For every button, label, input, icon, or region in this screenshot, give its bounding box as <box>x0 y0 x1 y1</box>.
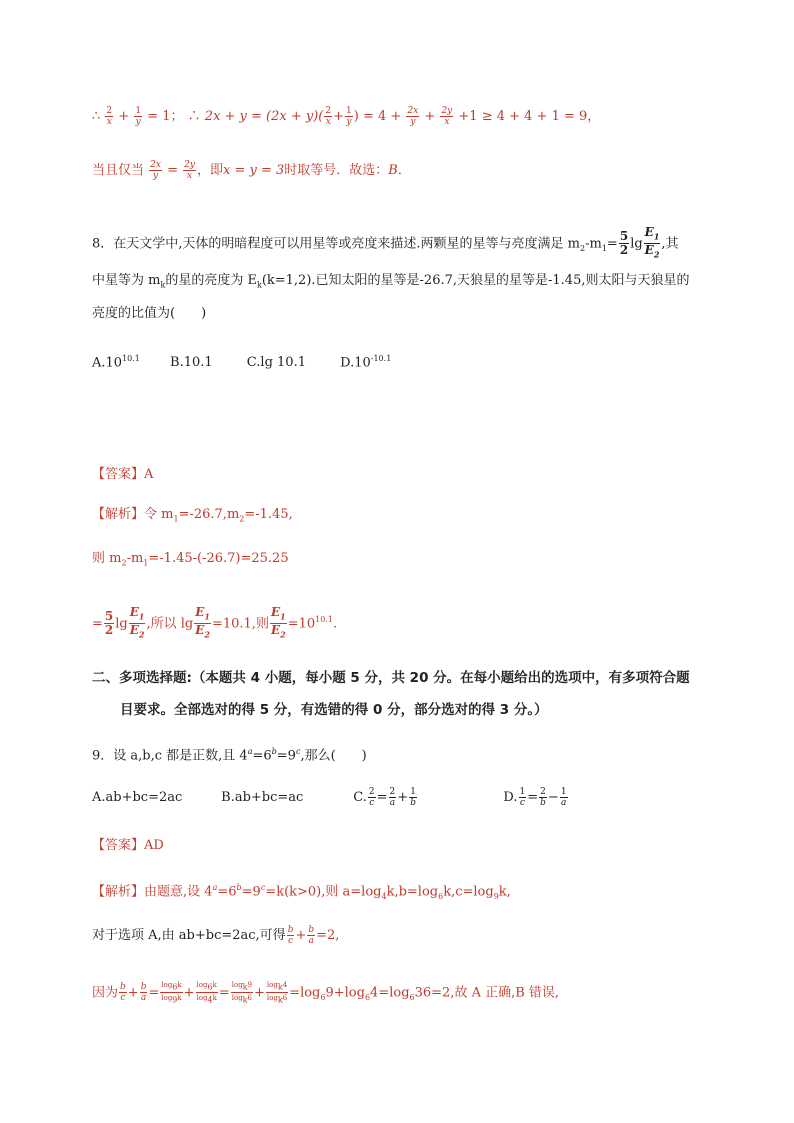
q8-stem-line-2: 中星等为 $m_k$的星的亮度为 $E_k(k=1,2)$.已知太阳的星等是-26.7,天狼星的星等是-1.45,则太阳与天狼星的 <box>92 273 690 290</box>
q8-options <box>92 349 391 373</box>
q8-stem-line-1: 8．在天文学中,天体的明暗程度可以用星等或亮度来描述.两颗星的星等与亮度满足 $m_2-m_1=$ $\frac{5}{2}$ lg $\frac{E_1}{E_2}$ ,其 <box>92 225 679 260</box>
fraction-1-over-y: $\frac{1}{y}$ <box>135 106 142 127</box>
q9-stem: 9．设 a,b,c 都是正数,且 $4^a=6^b=9^c$,那么( ) <box>92 747 367 764</box>
solution-line-1: ∴ $\frac{2}{x}$ + $\frac{1}{y}$ = 1； ∴ 2x + y = (2x + y)( $\frac{2}{x}$ + $\frac{1}{y}$ ) = 4 + $\frac{2x}{y}$ + $\frac{2y}{x}$ +1 ≥ 4 + 4 + 1 = 9， <box>92 106 601 127</box>
q8-option-a: $A.10^{10.1}$ <box>92 354 140 371</box>
q9-option-b: B.ab+bc=ac <box>221 790 304 805</box>
q8-analysis-line-3: = $\frac{5}{2}$ lg $\frac{E_1}{E_2}$ ,所以 lg $\frac{E_1}{E_2}$ =10.1,则 $\frac{E_1}{E_2}$ $=10^{10.1}$. <box>92 605 338 640</box>
q9-analysis-line-1: 【解析】由题意,设 $4^a=6^b=9^c=k(k>0)$,则 $a=\log_4k,b=\log_6k,c=\log_9k$, <box>92 883 511 901</box>
q8-stem-line-3: 亮度的比值为( ) <box>92 306 207 321</box>
fraction-2-over-x: $\frac{2}{x}$ <box>106 106 113 127</box>
q8-option-d: $D.10^{-10.1}$ <box>340 354 392 371</box>
solution-line-2: 当且仅当 $\frac{2x}{y}$ = $\frac{2y}{x}$ ，即x = y = 3时取等号．故选：B． <box>92 160 411 181</box>
q8-option-b: B.10.1 <box>170 355 213 371</box>
q9-analysis-line-3: 因为 $\frac{b}{c}$ + $\frac{b}{a}$ = $\frac{\log 6k}{\log 9k}$ + $\frac{\log 6k}{\log 4k}$ = $\frac{\log k9}{\log k6}$ + $\frac{\log k4}{\log k6}$ $=\log_69+\log_64=\log_636=2$,故 A 正确,B 错误, <box>92 981 560 1005</box>
q9-analysis-line-2: 对于选项 A,由 ab+bc=2ac,可得 $\frac{b}{c}$ + $\frac{b}{a}$ =2, <box>92 925 340 946</box>
q8-analysis-line-2: 则 $m_2-m_1=-1.45-(-26.7)=25.25$ <box>92 551 289 568</box>
q9-option-c: C. $\frac{2}{c}$ = $\frac{2}{a}$ + $\frac{1}{b}$ <box>353 787 416 808</box>
q8-analysis-line-1: 【解析】令 $m_1=-26.7,m_2=-1.45$, <box>92 507 293 524</box>
section-2-heading-line-2: 目要求。全部选对的得 5 分，有选错的得 0 分，部分选对的得 3 分。） <box>120 702 548 718</box>
q9-answer: 【答案】AD <box>92 838 164 853</box>
section-2-heading-line-1: 二、多项选择题:（本题共 4 小题，每小题 5 分，共 20 分。在每小题给出的选项中，有多项符合题 <box>92 670 690 686</box>
q9-option-d: D. $\frac{1}{c}$ = $\frac{2}{b}$ − $\frac{1}{a}$ <box>503 787 567 808</box>
q8-option-c: C.lg 10.1 <box>246 355 306 371</box>
q8-answer: 【答案】A <box>92 467 154 482</box>
q9-option-a: A.ab+bc=2ac <box>92 790 183 805</box>
q9-options <box>92 787 569 808</box>
